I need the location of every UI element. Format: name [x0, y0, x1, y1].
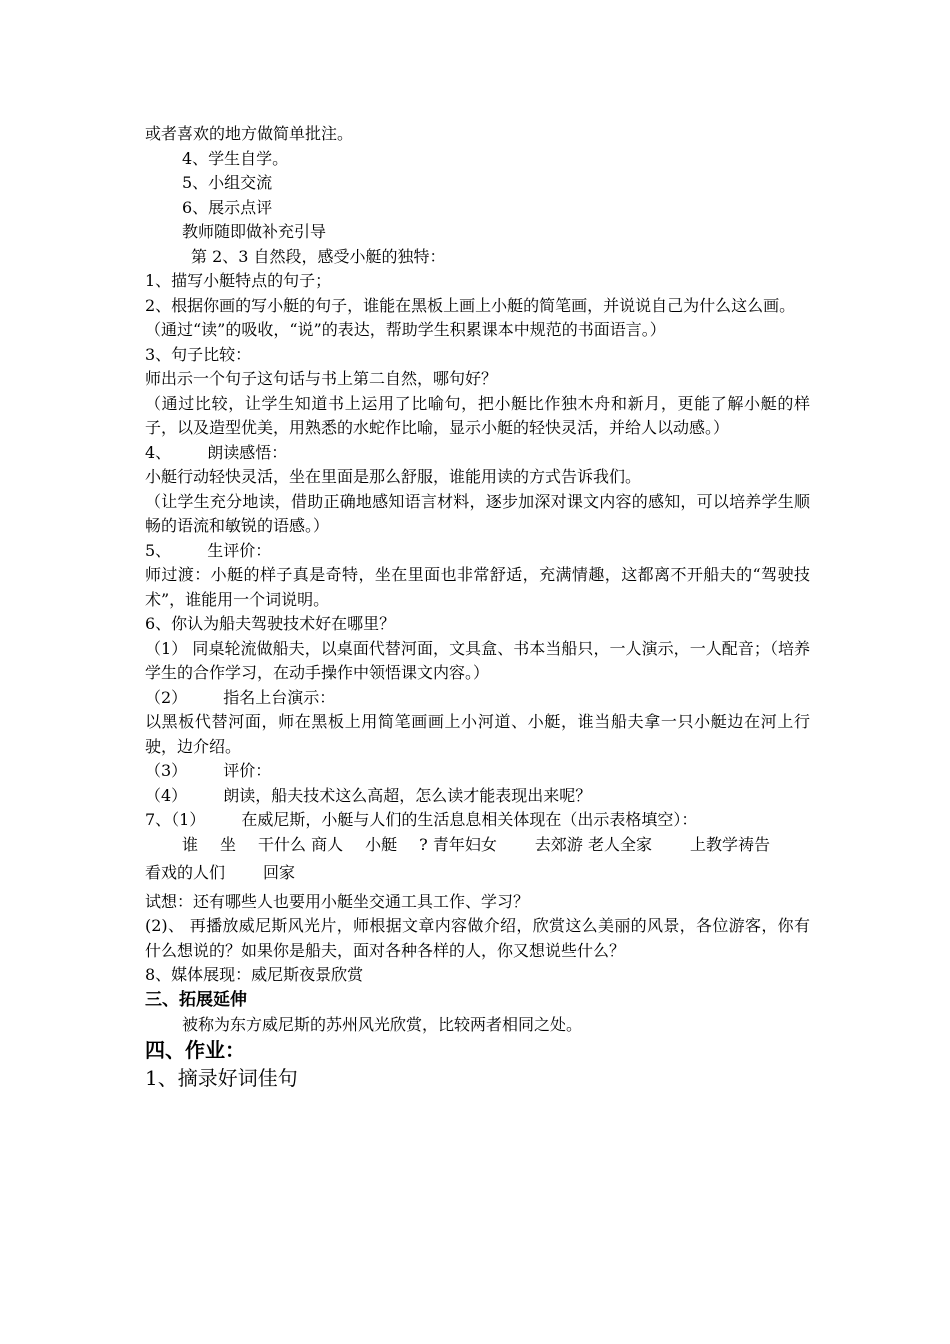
section-heading-3: 三、拓展延伸	[145, 989, 247, 1010]
item-1: 1、描写小艇特点的句子；	[145, 271, 332, 290]
item-number: （3）	[145, 761, 188, 780]
table-cell: 老人全家	[587, 834, 652, 854]
table-cell: 商人	[311, 834, 344, 854]
sub-item-7-2: (2)、 再播放威尼斯风光片，师根据文章内容做介绍，欣赏这么美丽的风景，各位游客，你有什么想说的？如果你是船夫，面对各种各样的人，你又想说些什么？	[145, 916, 810, 960]
note-3: （让学生充分地读，借助正确地感知语言材料，逐步加深对课文内容的感知，可以培养学生顺畅的语流和敏锐的语感。）	[145, 491, 810, 535]
item-label: 评价：	[223, 761, 272, 780]
table-cell: 上教学祷告	[689, 834, 770, 854]
item-5	[145, 539, 810, 564]
item-number: （4）	[145, 785, 188, 805]
sub-item-4	[145, 784, 810, 809]
table-cell: 青年妇女	[432, 834, 497, 854]
fill-table	[145, 833, 810, 890]
extension-text: 被称为东方威尼斯的苏州风光欣赏，比较两者相同之处。	[182, 1014, 583, 1034]
step-5: 5、小组交流	[182, 173, 273, 192]
item-label: 朗读感悟：	[207, 442, 288, 462]
text-line: 以黑板代替河面，师在黑板上用简笔画画上小河道、小艇，谁当船夫拿一只小艇边在河上行驶，边介绍。	[145, 712, 810, 756]
note-1: （通过“读”的吸收，“说”的表达，帮助学生积累课本中规范的书面语言。）	[145, 320, 666, 339]
step-4: 4、学生自学。	[182, 148, 289, 168]
text-line: 小艇行动轻快灵活，坐在里面是那么舒服，谁能用读的方式告诉我们。	[145, 467, 642, 486]
item-8: 8、媒体展现：威尼斯夜景欣赏	[145, 965, 364, 984]
transition-text: 师过渡：小艇的样子真是奇特，坐在里面也非常舒适，充满情趣，这都离不开船夫的“驾驶技术”，谁能用一个词说明。	[145, 565, 810, 609]
teacher-guide: 教师随即做补充引导	[182, 222, 327, 241]
item-number: （2）	[145, 687, 188, 707]
sub-item-2	[145, 686, 810, 711]
item-number: 4、	[145, 442, 172, 462]
table-cell: 去郊游	[534, 834, 583, 854]
table-cell: ?	[419, 834, 428, 854]
homework-item-1: 1、摘录好词佳句	[145, 1066, 298, 1090]
item-number: 7、（1）	[145, 810, 206, 829]
table-header-cell: 谁	[182, 834, 199, 854]
item-4	[145, 441, 810, 466]
item-number: 5、	[145, 540, 172, 560]
document-page	[145, 122, 810, 1093]
table-row	[145, 861, 295, 886]
table-header-cell: 坐	[220, 834, 237, 854]
item-3: 3、句子比较：	[145, 344, 252, 364]
table-cell: 看戏的人们	[145, 863, 226, 882]
table-header-cell: 干什么	[258, 834, 307, 854]
table-cell: 小艇	[365, 834, 398, 854]
text-line: 试想：还有哪些人也要用小艇坐交通工具工作、学习？	[145, 891, 530, 911]
section-heading-4: 四、作业：	[145, 1038, 245, 1062]
step-6: 6、展示点评	[182, 197, 273, 217]
text-line: 或者喜欢的地方做简单批注。	[145, 124, 354, 143]
item-2: 2、根据你画的写小艇的句子，谁能在黑板上画上小艇的简笔画，并说说自己为什么这么画。	[145, 295, 796, 315]
note-2: （通过比较，让学生知道书上运用了比喻句，把小艇比作独木舟和新月，更能了解小艇的样子，以及造型优美，用熟悉的水蛇作比喻，显示小艇的轻快灵活，并给人以动感。）	[145, 393, 810, 437]
item-label: 在威尼斯，小艇与人们的生活息息相关体现在（出示表格填空）：	[241, 810, 698, 829]
item-6: 6、你认为船夫驾驶技术好在哪里？	[145, 614, 396, 633]
table-row	[311, 833, 428, 858]
item-label: 指名上台演示：	[223, 687, 336, 707]
table-cell: 回家	[263, 863, 296, 882]
item-label: 朗读，船夫技术这么高超，怎么读才能表现出来呢？	[223, 785, 592, 805]
table-row	[433, 833, 583, 858]
table-row	[588, 833, 770, 858]
item-label: 生评价：	[207, 540, 272, 560]
paragraph-heading: 第 2、3 自然段，感受小艇的独特：	[191, 246, 446, 266]
item-7	[145, 808, 810, 833]
table-header	[145, 833, 306, 858]
sub-item-1: （1） 同桌轮流做船夫，以桌面代替河面，文具盒、书本当船只，一人演示，一人配音；（培养学生的合作学习，在动手操作中领悟课文内容。）	[145, 638, 810, 682]
text-line: 师出示一个句子这句话与书上第二自然，哪句好？	[145, 369, 498, 388]
sub-item-3	[145, 759, 810, 784]
